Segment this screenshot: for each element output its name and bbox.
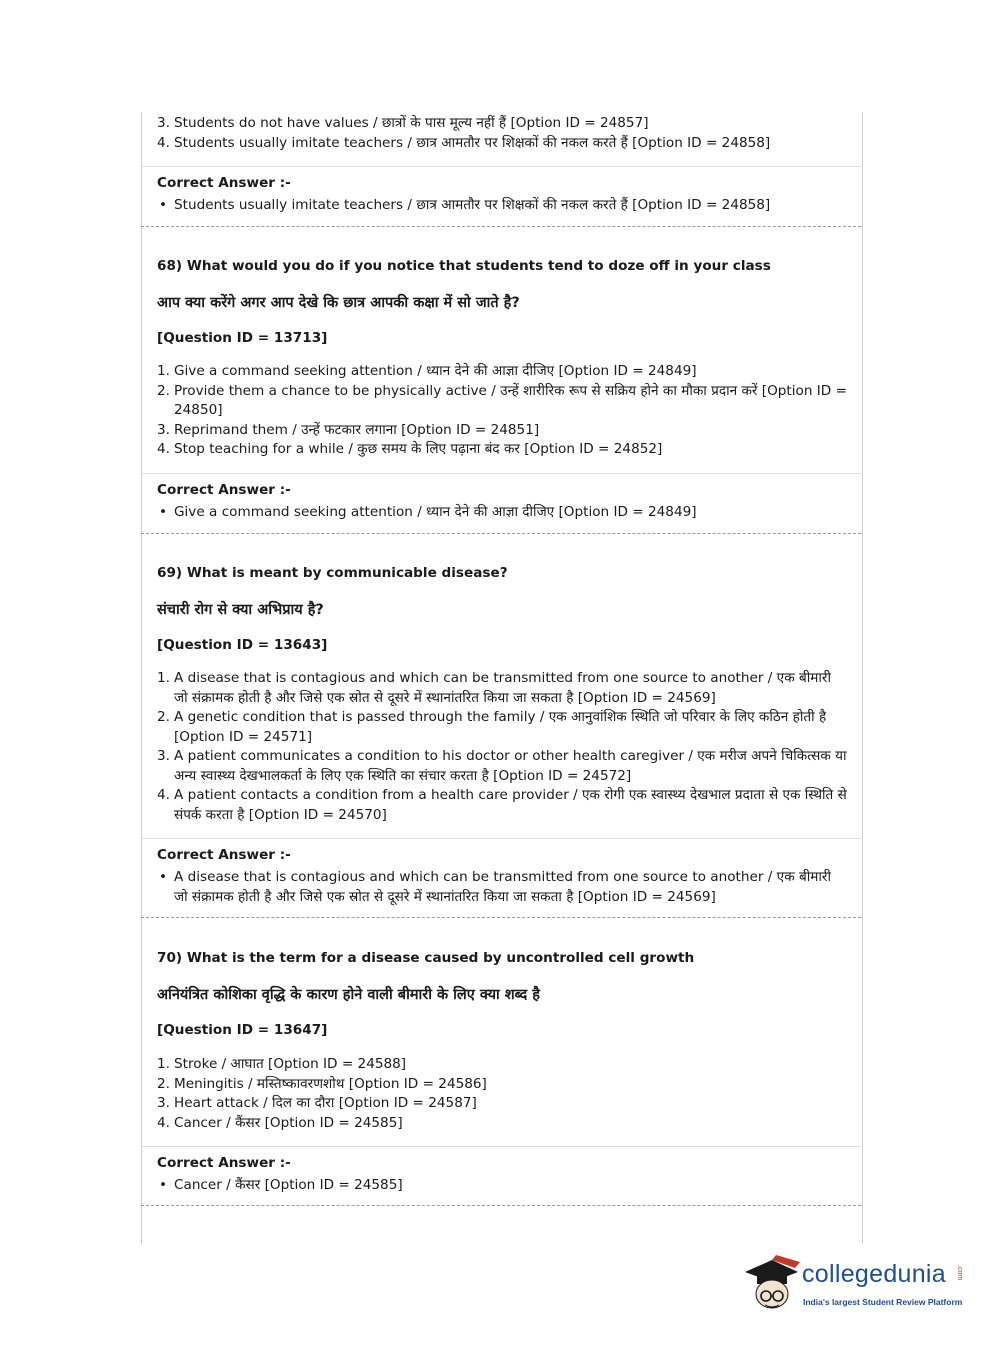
divider: [141, 838, 861, 839]
option-item: 3. A patient communicates a condition to his doctor or other health caregiver / एक मरीज अपने चिकित्सक या अन्य स्वास्थ्य देखभालकर्ता के लिए एक स्थिति का संचार करता है [Option ID = 24572]: [157, 748, 847, 784]
option-item: 4. Cancer / कैंसर [Option ID = 24585]: [157, 1114, 403, 1131]
correct-answer-list: [157, 196, 847, 216]
option-item: 3. Reprimand them / उन्हें फटकार लगाना [Option ID = 24851]: [157, 421, 540, 438]
question-separator: [141, 533, 861, 534]
logo-wordmark: collegedunia: [802, 1260, 946, 1288]
correct-answer-list: [157, 1176, 847, 1196]
question-separator: [141, 917, 861, 918]
option-item: 4. A patient contacts a condition from a health care provider / एक रोगी एक स्वास्थ्य देखभाल प्रदाता से एक स्थिति से संपर्क करता है [Option ID = 24570]: [157, 787, 847, 823]
correct-answer: • Students usually imitate teachers / छात्र आमतौर पर शिक्षकों की नकल करते हैं [Option ID = 24858]: [159, 197, 771, 213]
question-options: [157, 1055, 847, 1133]
prev-question-options: [157, 114, 847, 153]
divider: [141, 473, 861, 474]
question-id: [Question ID = 13713]: [157, 330, 328, 346]
correct-answer-label: Correct Answer :-: [157, 847, 291, 863]
question-hindi: अनियंत्रित कोशिका वृद्धि के कारण होने वाली बीमारी के लिए क्या शब्द है: [157, 987, 540, 1003]
correct-answer-label: Correct Answer :-: [157, 1155, 291, 1171]
option-item: 3. Heart attack / दिल का दौरा [Option ID = 24587]: [157, 1095, 477, 1111]
correct-answer: • A disease that is contagious and which can be transmitted from one source to another / एक बीमारी जो संक्रामक होती है और जिसे एक स्रोत से दूसरे में स्थानांतरित किया जा सकता है [Option ID = 24569]: [159, 869, 831, 905]
correct-answer: • Cancer / कैंसर [Option ID = 24585]: [159, 1177, 403, 1193]
option-item: 1. Stroke / आघात [Option ID = 24588]: [157, 1056, 407, 1072]
question-heading: 68) What would you do if you notice that students tend to doze off in your class: [157, 258, 771, 274]
question-id: [Question ID = 13647]: [157, 1022, 328, 1038]
question-heading: 69) What is meant by communicable disease?: [157, 565, 508, 581]
option-item: 2. Meningitis / मस्तिष्कावरणशोथ [Option ID = 24586]: [157, 1075, 487, 1092]
option-item: 2. Provide them a chance to be physically active / उन्हें शारीरिक रूप से सक्रिय होने का मौका प्रदान करें [Option ID = 24850]: [157, 382, 847, 418]
option-item: 3. Students do not have values / छात्रों के पास मूल्य नहीं हैं [Option ID = 24857]: [157, 115, 649, 131]
question-hindi: आप क्या करेंगे अगर आप देखे कि छात्र आपकी कक्षा में सो जाते है?: [157, 295, 520, 311]
question-options: [157, 362, 847, 460]
correct-answer-label: Correct Answer :-: [157, 175, 291, 191]
option-item: 2. A genetic condition that is passed through the family / एक आनुवांशिक स्थिति जो परिवार के लिए कठिन होती है [Option ID = 24571]: [157, 709, 827, 745]
option-item: 1. Give a command seeking attention / ध्यान देने की आज्ञा दीजिए [Option ID = 24849]: [157, 363, 697, 379]
question-separator: [141, 226, 861, 227]
divider: [141, 166, 861, 167]
question-separator: [141, 1205, 861, 1206]
divider: [141, 1146, 861, 1147]
correct-answer: • Give a command seeking attention / ध्यान देने की आज्ञा दीजिए [Option ID = 24849]: [159, 504, 697, 520]
question-id: [Question ID = 13643]: [157, 637, 328, 653]
option-item: 4. Students usually imitate teachers / छात्र आमतौर पर शिक्षकों की नकल करते हैं [Option ID = 24858]: [157, 134, 771, 151]
option-item: 1. A disease that is contagious and which can be transmitted from one source to another / एक बीमारी जो संक्रामक होती है और जिसे एक स्रोत से दूसरे में स्थानांतरित किया जा सकता है [Option ID = 24569]: [157, 670, 831, 706]
correct-answer-list: [157, 868, 847, 907]
correct-answer-list: [157, 503, 847, 523]
question-hindi: संचारी रोग से क्या अभिप्राय है?: [157, 602, 324, 618]
option-item: 4. Stop teaching for a while / कुछ समय के लिए पढ़ाना बंद कर [Option ID = 24852]: [157, 441, 663, 457]
question-options: [157, 669, 847, 825]
logo-tagline: India's largest Student Review Platform: [803, 1297, 963, 1307]
logo-domain: .com: [956, 1265, 963, 1281]
correct-answer-label: Correct Answer :-: [157, 482, 291, 498]
question-heading: 70) What is the term for a disease caused by uncontrolled cell growth: [157, 950, 695, 966]
